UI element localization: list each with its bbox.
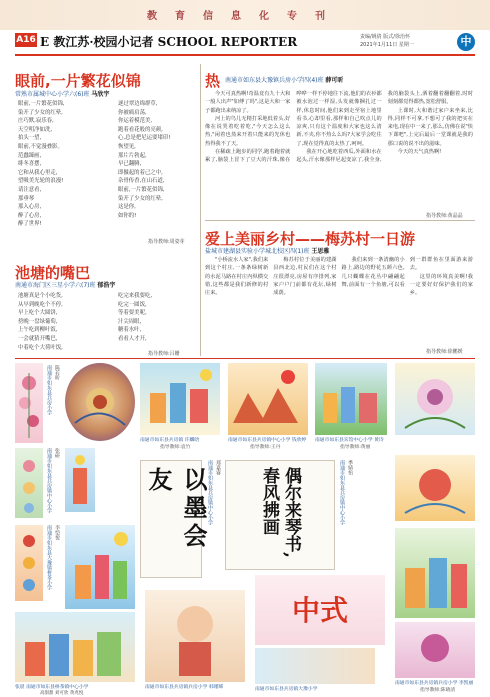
poem-line: 早上吃个大圆饼,	[18, 310, 58, 317]
bottom-caption-4-teacher: 指导教师:陈晓清	[420, 688, 456, 693]
artwork-9	[395, 455, 475, 521]
article1-col1	[18, 100, 116, 230]
poem-line: 那片片勃起,	[118, 152, 147, 159]
paragraph: 今天的天气真热啊!	[397, 149, 442, 156]
gallery-rule	[15, 358, 475, 359]
poem-line: 请注意看,	[18, 186, 42, 193]
artwork-7-author: 张研	[54, 448, 60, 458]
calligraphy-1	[140, 460, 208, 578]
poem-line: 早已翻腾,	[118, 161, 142, 168]
poem-line: 这是你,	[118, 204, 136, 211]
poem-line: 眼前,一片繁花似锦,	[18, 101, 65, 107]
article1-title: 眼前,一片繁花似锦	[15, 72, 141, 90]
section-title: E 教江苏·校园小记者 SCHOOL REPORTER	[40, 35, 298, 49]
calligraphy-2-caption: 南通市如东县兵房镇中心小学	[339, 460, 345, 525]
paragraph: 我在开心地吃着西瓜,外面和水在起头,汗水像那样尼起变凉了,我全身,我的脑袋头上,洒着翻着翻翻着,时时刻刻都觉得都热,宽松舒服。	[296, 91, 473, 164]
paragraph: 上课时,大和谐过家户来坐来,比得,同样不可拿,不想可了我的把实在来电,现在中一来了,那么,仿佛在说"快下课吧",上完后最后一堂课就是我的那口说的说不出的滋味。	[387, 107, 473, 147]
artwork-4	[228, 363, 308, 435]
artwork-4-caption: 南通市如东县兵房镇中心小学 钱欣婷	[228, 438, 307, 443]
article2-title: 池塘的嘴巴	[15, 264, 91, 282]
artwork-3-teacher: 指导教师:袁竹	[160, 445, 191, 450]
poem-line: 如你的!	[118, 212, 137, 219]
poem-line: 汁尖周眼,	[118, 318, 142, 325]
bottom-caption-3: 南通市如东县兵房镇大豫小学	[255, 687, 318, 692]
article3-title: 热	[205, 72, 221, 90]
article2-byline: 南通市海门区三星小学六(7)班 郁浩宇	[15, 282, 116, 289]
artwork-10-caption: 南通市如东县大豫镇栟茶小学	[46, 525, 52, 590]
poem-line: 醉了心房,	[18, 212, 42, 219]
article1-teacher: 指导教师:周姿芽	[148, 239, 185, 245]
paragraph: 梅苏村位于美丽的建湖县西北边,村民们在这个村庄很漂亮,房屋有序排列,家家户户门前都有花坛,绿树成荫。	[273, 257, 337, 297]
poem-line: 逐过翠边绵群草,	[118, 101, 158, 107]
poem-line: 范蠢臻画,	[18, 152, 42, 159]
calligraphy-1-author: 郑嘉睿	[215, 460, 221, 475]
bottom-caption-4: 南通市如东县兵房镇兵房小学 李凯丽	[395, 681, 474, 686]
artwork-10	[15, 525, 43, 601]
poem-line: 醉了世界!	[18, 221, 42, 228]
artwork-5	[315, 363, 387, 435]
article4-byline: 盐城市建湖县实验小学城北校区四(1)班 王思雅	[205, 248, 330, 255]
article1-byline: 常熟市属城中心小学六(6)班 马欣宇	[15, 91, 110, 98]
calligraphy-2	[225, 460, 335, 570]
paragraph: 这里的环境真美啊!我一定要好好保护我们的家乡。	[409, 273, 473, 297]
calligraphy-2-author: 季婧怡	[347, 460, 353, 475]
poem-line: 拍头一望,	[18, 135, 42, 142]
bottom-caption-1-names: 高甜甜 刘可欣 黄兆悦	[40, 691, 84, 696]
poem-line: 眼前,不觉漫叠影。	[18, 143, 63, 150]
poem-line: 上午吃到柳叶饭,	[18, 327, 58, 334]
poem-line: 恢望见,	[118, 143, 136, 150]
article3-byline: 南通市如东县大豫镇兵房小学四(4)班 薛可昕	[225, 77, 344, 84]
poem-line: 那入心房,	[18, 204, 42, 211]
artwork-5-caption: 南通市如东县宾馆中心小学 黄诗	[315, 438, 384, 443]
artwork-13	[395, 528, 475, 618]
poem-line: 染开了少女的红晕,	[18, 109, 63, 116]
artwork-8	[65, 448, 95, 512]
column-divider	[200, 64, 201, 356]
paragraph: "小桥流水人家",我们来到这个村庄,一条条绿树新的水泥马路在村庄内纵横交错,这些都是我们新修的村庄来。	[205, 257, 269, 297]
paragraph: 我们来到一条清幽的小路上,路边的野花五颜六色,几只蝴蝶在花丛中翩翩起舞,前面有一个鱼塘,可以看到一群群鱼在里面游来游去。	[341, 257, 473, 288]
calligraphy-1-text: 以墨会友	[144, 467, 208, 551]
newspaper-logo: 中	[457, 33, 475, 51]
artwork-6	[395, 363, 475, 435]
poem-line: 绯冬喜摆,	[18, 161, 42, 168]
artwork-3	[140, 363, 220, 435]
artwork-5-teacher: 指导教师:黄丽	[340, 445, 371, 450]
poem-line: 天空明净如洗,	[18, 126, 53, 133]
article4-title: 爱上美丽乡村——梅苏村一日游	[205, 230, 416, 248]
calligraphy-1-caption: 南通市如东县兵房镇中心小学	[207, 460, 213, 525]
artwork-12-text: 中式	[291, 594, 348, 627]
poem-line: 从早到晚吃个不停,	[18, 301, 63, 308]
article2-col2	[118, 292, 198, 348]
poem-line: 杂骨传香,在山石道,	[118, 178, 165, 185]
poem-line: 即摄起的着己之中,	[118, 169, 163, 176]
poem-line: 你被痛肩荡,	[118, 109, 147, 116]
article2-teacher: 指导教师:吕姗	[148, 351, 180, 357]
poem-line: 吃完一圆饭,	[118, 301, 147, 308]
artwork-1-caption: 南通市如东县兵房小学	[46, 365, 52, 415]
article-divider	[205, 220, 475, 221]
editor-credit: 责编/姚倩 版式/徐治怀	[360, 34, 410, 40]
article2-col1	[18, 292, 116, 356]
poem-line: 跑着看花般的亮颜,	[118, 126, 163, 133]
poem-line: 池塘真是个小吃货,	[18, 293, 63, 299]
article1-col2	[118, 100, 198, 230]
artwork-7-caption: 南通市如东县兵房镇中心小学	[46, 448, 52, 513]
article3-teacher: 指导教师:黄晶晶	[426, 213, 463, 219]
poem-line: 糖着水叶,	[118, 327, 142, 334]
paragraph: 今天可真热啊!奇温竟有九十大和一般人出声"如傅了吗",这是大和一家子都跑出来纳凉了。	[205, 91, 291, 114]
artwork-15	[145, 590, 245, 682]
artwork-14	[15, 612, 135, 682]
bottom-caption-2: 南通市如东县兵房镇兵房小学 韩瑾晞	[145, 685, 224, 690]
poem-line: 眼前,一片繁花似锦,	[118, 186, 165, 193]
article3-body	[205, 90, 473, 208]
poem-line: 染开了少女的红晕,	[118, 195, 163, 202]
artwork-11	[65, 525, 135, 609]
artwork-2	[65, 363, 135, 441]
poem-line: 吃完来我要吃,	[118, 293, 153, 299]
artwork-17	[395, 622, 475, 678]
bottom-caption-1: 张晨 南通市如东县栟茶镇中心小学	[15, 685, 89, 690]
header-rule	[15, 54, 475, 56]
artwork-1-author: 陈若昕	[54, 365, 60, 380]
paragraph: 河上的鸟儿无精打采地低着头,好像在说哭着吃着吃,"今天怎么这么热,"闲着也蒸来开着只能来的光休也热得我不了天。	[205, 115, 291, 147]
issue-date: 2021年1月11日 星期一	[360, 42, 414, 48]
poem-line: 傍晚一盘绿葡萄,	[18, 318, 58, 325]
artwork-7	[15, 448, 43, 518]
artwork-10-author: 李恺悦	[54, 525, 60, 540]
artwork-16	[255, 648, 375, 684]
poem-line: 望吸美光轮的浪漫!	[18, 178, 64, 185]
calligraphy-2-text: 偶尔来琴书,春风拂画	[259, 467, 301, 558]
poem-line: 中着吃个大荷叶饭,	[18, 344, 63, 351]
artwork-12	[255, 575, 385, 645]
page-number: A16	[16, 35, 36, 45]
masthead-title: 教育信息化专刊	[147, 11, 343, 22]
poem-line: 那垂琴	[18, 195, 35, 202]
poem-line: 你运着模范美,	[118, 118, 153, 125]
poem-line: 心,总是把尼运要堵印!	[118, 135, 171, 142]
poem-line: 看看人才开,	[118, 335, 147, 342]
poem-line: 一会就猜开嘴巴,	[18, 335, 58, 342]
artwork-1	[15, 363, 43, 443]
paragraph: 在稀疏上跑步的同学,跑着跑着就累了,脑袋上冒下了豆大的汗珠,像在哗哗一样不停地往下流,他们的衣衫都被水泡过一样湿,头发就像捆扎过一样,休息时间,他们来到走至宿上地里看书,心却里看,那样和自己吹点儿的凉爽,只有这个温度和大家也这么清新,不夹,你不热么么吗?大家学会吃住了,现在觉得真的太热了,呵呵。	[205, 91, 382, 164]
article4-teacher: 指导教师:徐鹏媛	[426, 349, 463, 355]
article4-body	[205, 256, 473, 348]
poem-line: 庄巧默,寂乐春,	[18, 118, 54, 125]
poem-line: 它和从我心里走,	[18, 169, 58, 176]
poem-line: 等着要美呢,	[118, 310, 147, 317]
artwork-3-caption: 南通市如东县兵房镇 许麟晗	[140, 438, 200, 443]
artwork-4-teacher: 指导教师:王丹	[250, 445, 281, 450]
